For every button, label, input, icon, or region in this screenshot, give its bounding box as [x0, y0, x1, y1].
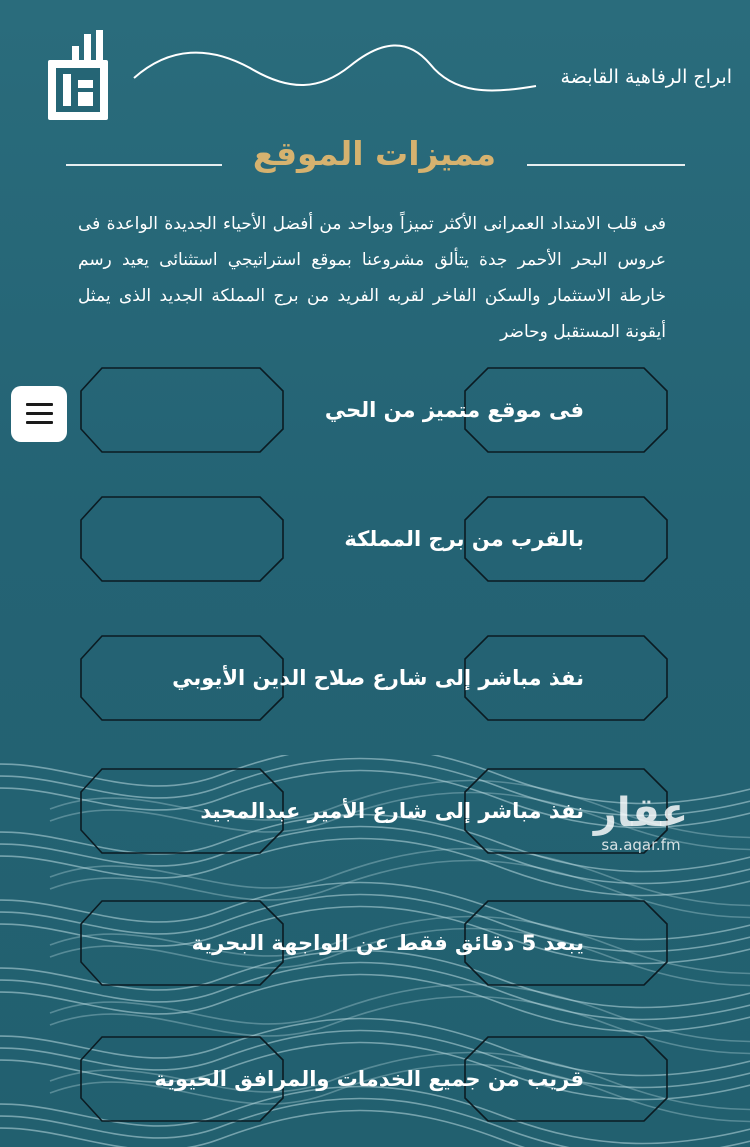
feature-item[interactable] [80, 900, 668, 986]
feature-item[interactable] [80, 496, 668, 582]
feature-label: فى موقع متميز من الحي [324, 398, 584, 422]
section-title: مميزات الموقع [252, 134, 497, 173]
feature-item[interactable] [80, 768, 668, 854]
feature-label: نفذ مباشر إلى شارع صلاح الدين الأيوبي [172, 666, 584, 690]
brand-logo-icon [48, 30, 114, 122]
feature-item[interactable] [80, 1036, 668, 1122]
feature-label: يبعد 5 دقائق فقط عن الواجهة البحرية [191, 931, 584, 955]
feature-label: بالقرب من برج المملكة [344, 527, 584, 551]
intro-paragraph: فى قلب الامتداد العمرانى الأكثر تميزاً وبواحد من أفضل الأحياء الجديدة الواعدة فى عروس البحر الأحمر جدة يتألق مشروعنا بموقع استراتيجي استثنائى يعيد رسم خارطة الاستثمار والسكن الفاخر لقربه الفريد من برج المملكة الجديد الذى يمثل أيقونة المستقبل وحاضر [78, 214, 666, 342]
hamburger-icon-bar [26, 412, 53, 415]
feature-label: نفذ مباشر إلى شارع الأمير عبدالمجيد [200, 799, 584, 823]
watermark-url: sa.aqar.fm [601, 836, 681, 854]
watermark-name: عقار [593, 790, 689, 836]
hamburger-icon-bar [26, 421, 53, 424]
menu-button[interactable] [11, 386, 67, 442]
feature-item[interactable] [80, 635, 668, 721]
feature-item[interactable] [80, 367, 668, 453]
hamburger-icon [26, 403, 53, 406]
brand-name: ابراج الرفاهية القابضة [560, 66, 732, 88]
aqar-watermark [582, 790, 700, 854]
title-divider-right [527, 164, 685, 166]
title-divider-left [66, 164, 222, 166]
feature-label: قريب من جميع الخدمات والمرافق الحيوية [154, 1067, 584, 1091]
